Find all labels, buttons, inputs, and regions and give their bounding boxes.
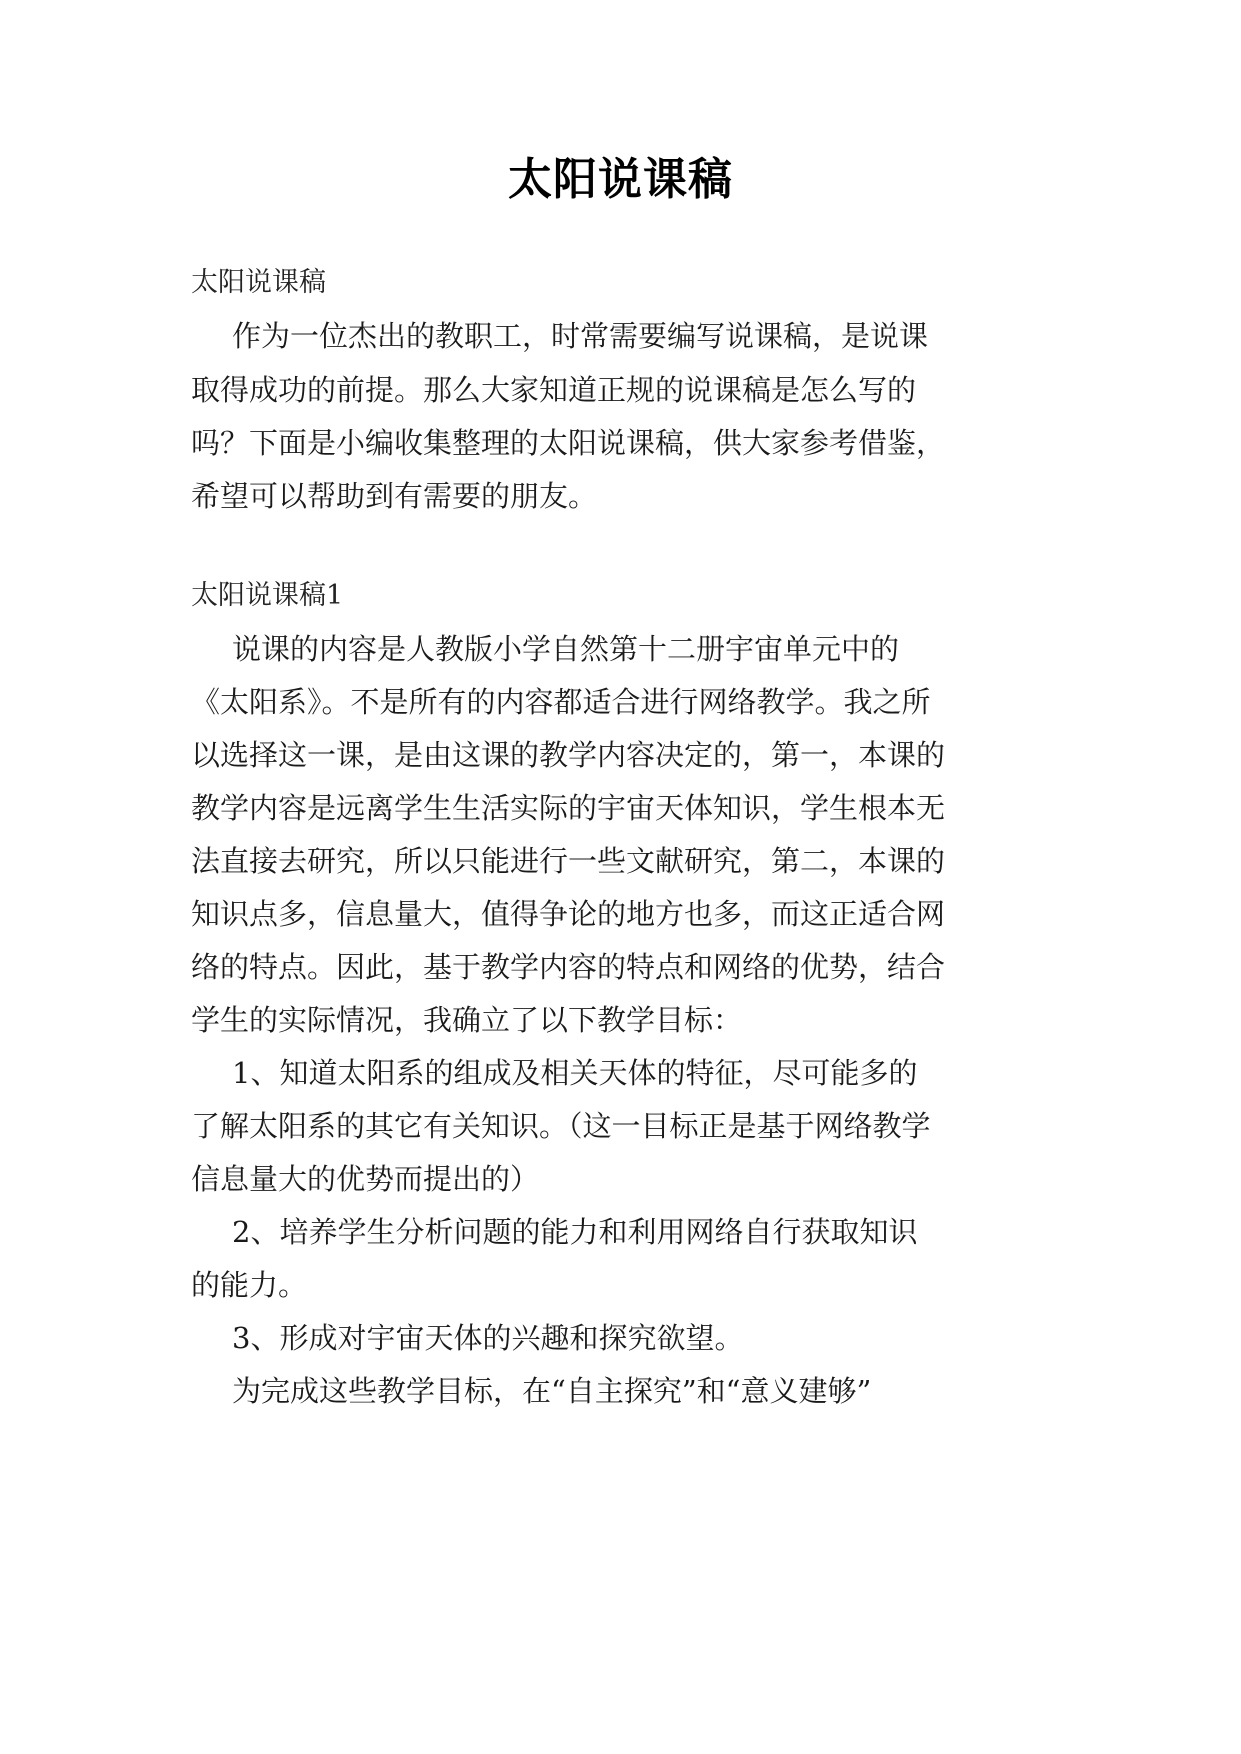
body-line-1: 说课的内容是人教版小学自然第十二册宇宙单元中的 bbox=[232, 632, 900, 666]
body-line-5: 法直接去研究，所以只能进行一些文献研究，第二，本课的 bbox=[191, 844, 946, 878]
intro-line-2: 取得成功的前提。那么大家知道正规的说课稿是怎么写的 bbox=[191, 373, 917, 407]
intro-line-3: 吗？下面是小编收集整理的太阳说课稿，供大家参考借鉴， bbox=[191, 426, 946, 460]
body-line-6: 知识点多，信息量大，值得争论的地方也多，而这正适合网 bbox=[191, 897, 946, 931]
intro-heading: 太阳说课稿 bbox=[191, 267, 326, 298]
body-line-7: 络的特点。因此，基于教学内容的特点和网络的优势，结合 bbox=[191, 950, 946, 984]
body-line-2: 《太阳系》。不是所有的内容都适合进行网络教学。我之所 bbox=[191, 685, 931, 719]
body-line-3: 以选择这一课，是由这课的教学内容决定的，第一，本课的 bbox=[191, 738, 946, 772]
body-line-4: 教学内容是远离学生生活实际的宇宙天体知识，学生根本无 bbox=[191, 791, 946, 825]
goal-2-line-2: 的能力。 bbox=[191, 1268, 308, 1302]
document-title: 太阳说课稿 bbox=[508, 154, 733, 205]
section-heading: 太阳说课稿1 bbox=[191, 580, 344, 611]
goal-3-line: 3、形成对宇宙天体的兴趣和探究欲望。 bbox=[232, 1321, 744, 1355]
goal-1-line-2: 了解太阳系的其它有关知识。（这一目标正是基于网络教学 bbox=[191, 1109, 931, 1143]
intro-line-1: 作为一位杰出的教职工，时常需要编写说课稿，是说课 bbox=[232, 319, 929, 353]
goal-2-line-1: 2、培养学生分析问题的能力和利用网络自行获取知识 bbox=[232, 1215, 918, 1249]
intro-line-4: 希望可以帮助到有需要的朋友。 bbox=[191, 479, 598, 513]
closing-line: 为完成这些教学目标，在“自主探究”和“意义建够” bbox=[232, 1374, 872, 1408]
goal-1-line-3: 信息量大的优势而提出的） bbox=[191, 1162, 540, 1196]
goal-1-line-1: 1、知道太阳系的组成及相关天体的特征，尽可能多的 bbox=[232, 1056, 918, 1090]
body-line-8: 学生的实际情况，我确立了以下教学目标： bbox=[191, 1003, 743, 1037]
